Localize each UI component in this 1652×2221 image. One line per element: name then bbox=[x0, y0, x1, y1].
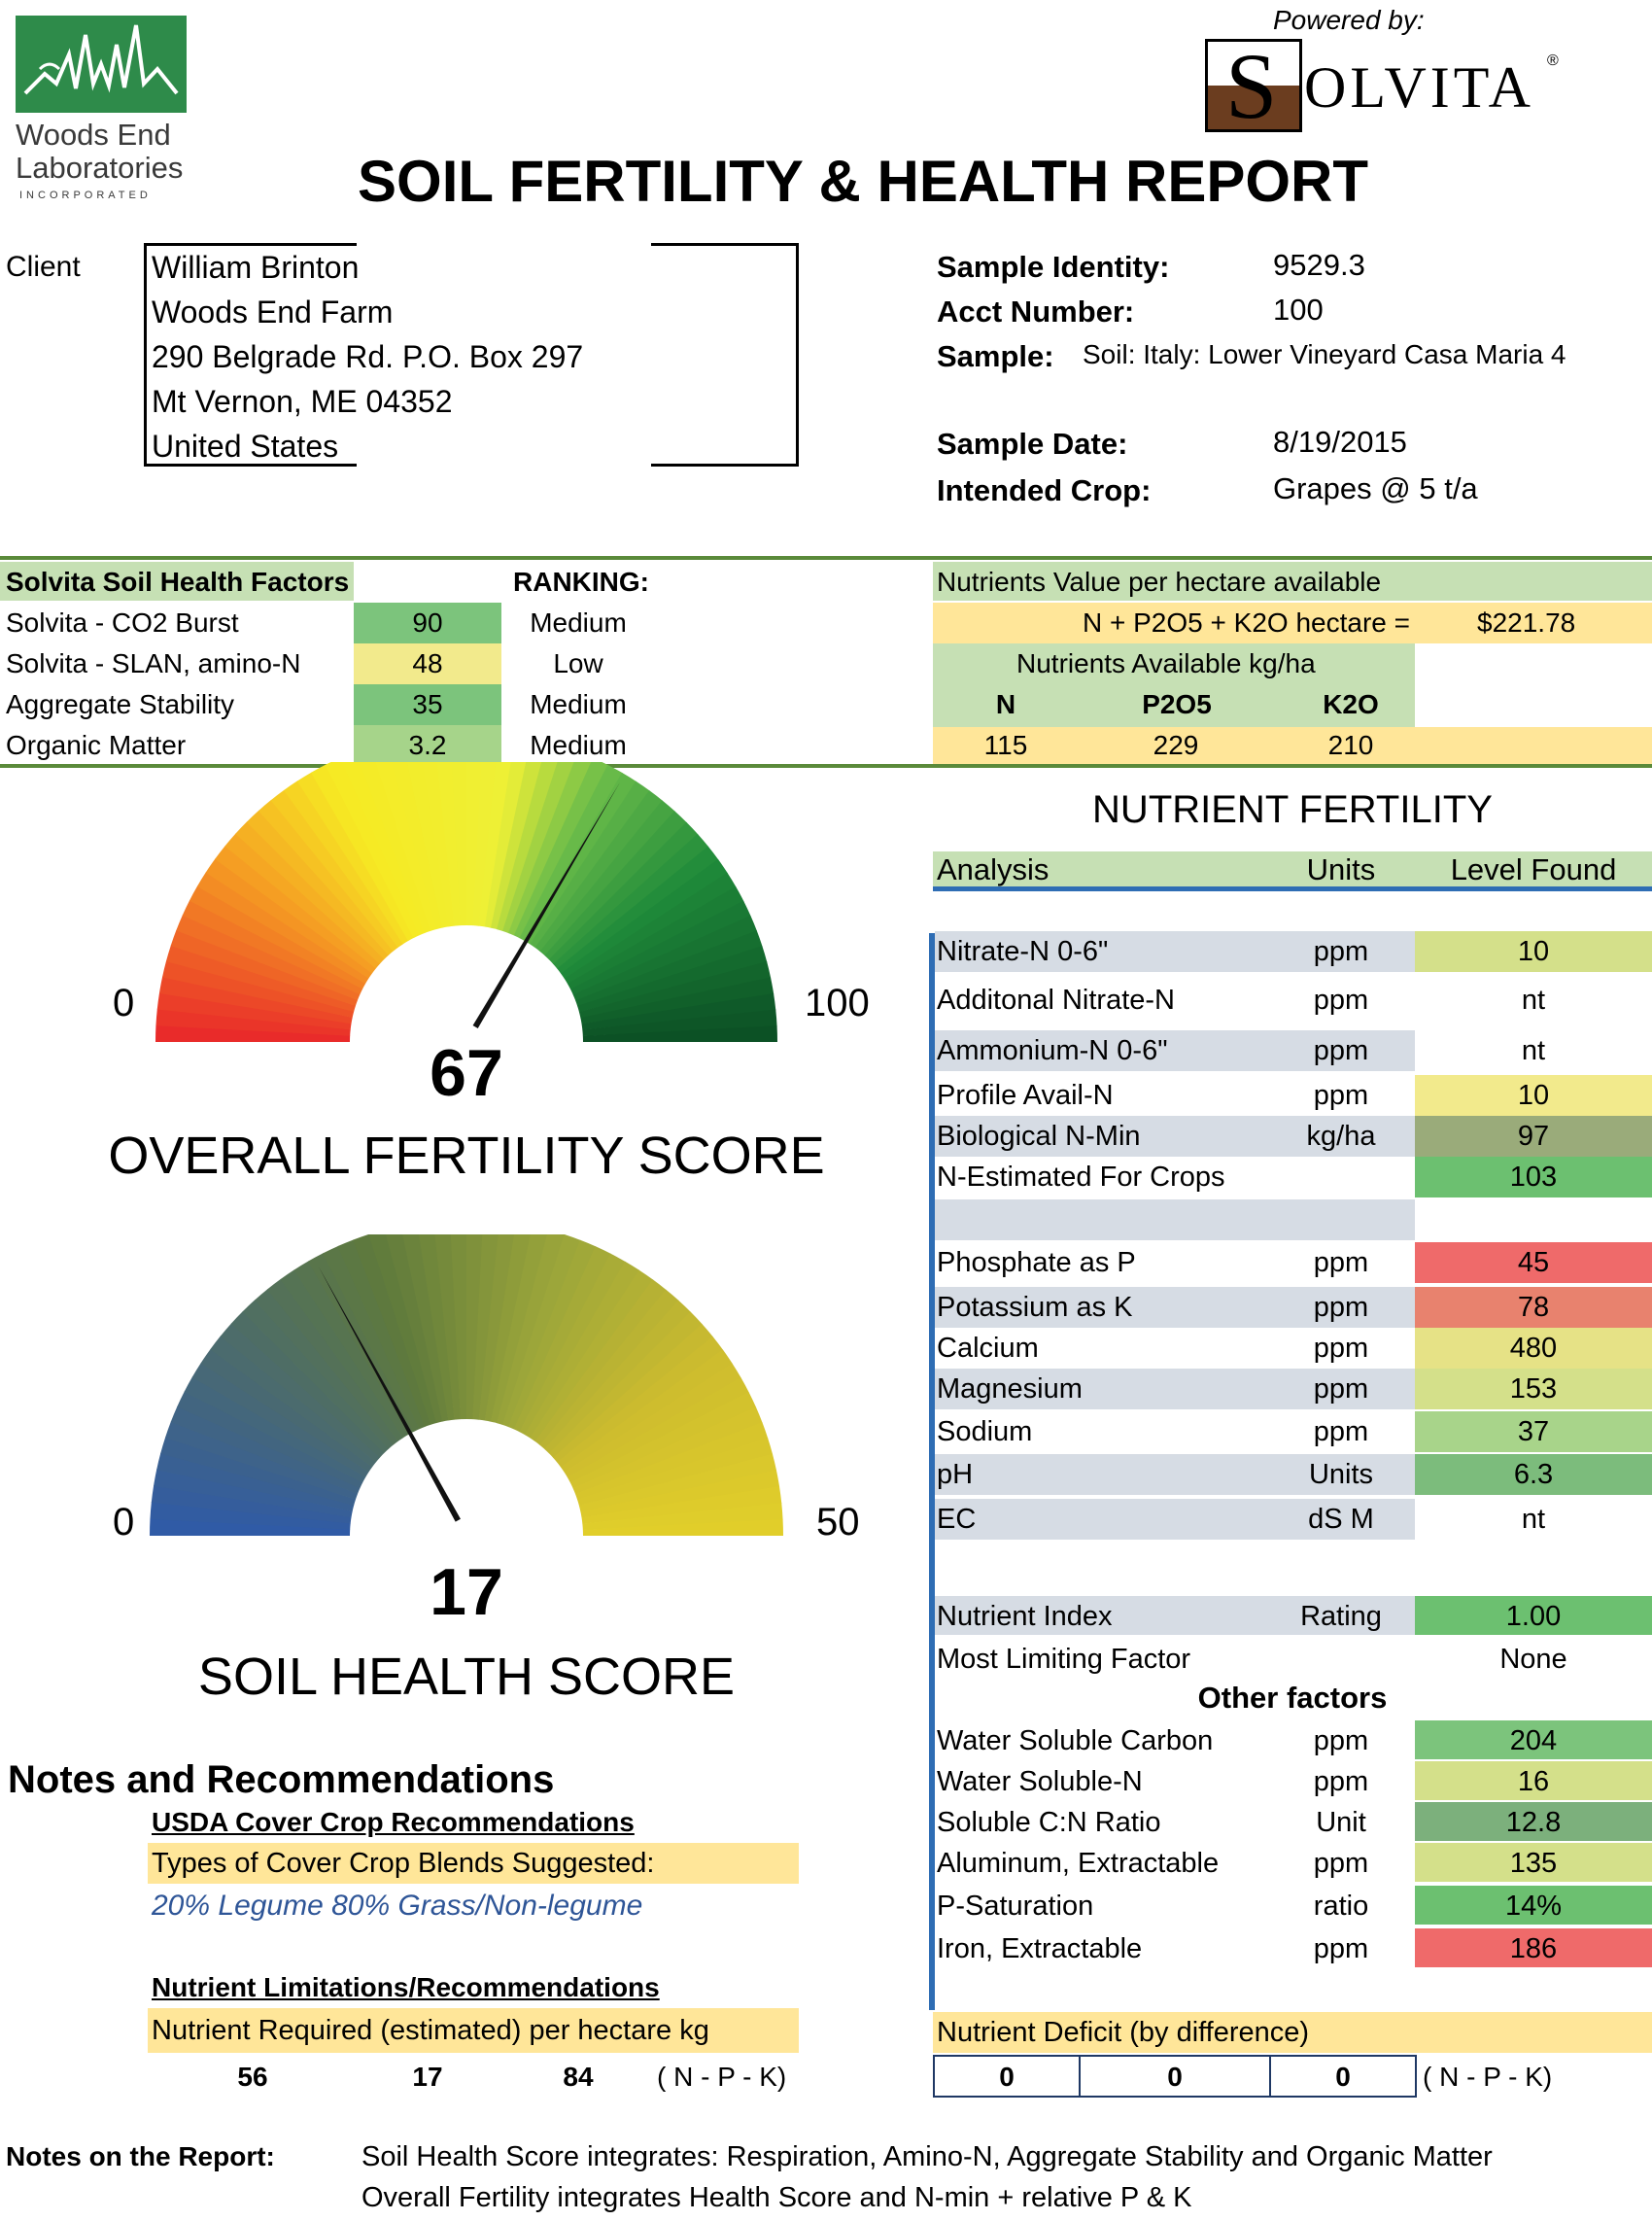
client-line: 290 Belgrade Rd. P.O. Box 297 bbox=[152, 339, 584, 374]
fertility-analysis: Phosphate as P bbox=[937, 1247, 1136, 1278]
band-top-rule bbox=[0, 556, 1652, 560]
fertility-level: nt bbox=[1521, 985, 1546, 1016]
woods-end-logo-mark bbox=[16, 16, 187, 113]
health-factor-ranking: Medium bbox=[530, 730, 627, 760]
health-factor-name: Solvita - SLAN, amino-N bbox=[6, 648, 301, 678]
fertility-level: 37 bbox=[1517, 1416, 1550, 1447]
fertility-score-title: OVERALL FERTILITY SCORE bbox=[108, 1127, 825, 1185]
fertility-analysis: Sodium bbox=[937, 1416, 1033, 1447]
client-line: United States bbox=[152, 429, 339, 464]
health-gauge-min: 0 bbox=[113, 1501, 135, 1544]
fertility-level: 10 bbox=[1517, 936, 1550, 967]
client-line: Woods End Farm bbox=[152, 295, 394, 330]
sample-identity-label: Sample Identity: bbox=[937, 250, 1170, 284]
powered-by-label: Powered by: bbox=[1273, 5, 1425, 35]
fertility-analysis: Water Soluble Carbon bbox=[937, 1725, 1214, 1756]
deficit-value-k: 0 bbox=[1335, 2062, 1351, 2092]
woods-end-line2: Laboratories bbox=[16, 151, 184, 185]
fertility-units: ppm bbox=[1313, 1416, 1369, 1447]
health-factor-value: 90 bbox=[412, 607, 443, 638]
health-score-title: SOIL HEALTH SCORE bbox=[197, 1648, 736, 1706]
required-n: 56 bbox=[237, 2062, 268, 2092]
fertility-analysis: Water Soluble-N bbox=[937, 1766, 1143, 1797]
fertility-units: ppm bbox=[1313, 1848, 1369, 1879]
solvita-logo-box bbox=[1205, 34, 1302, 138]
health-factor-value: 35 bbox=[412, 689, 443, 719]
report-notes-line1: Soil Health Score integrates: Respiration, Amino-N, Aggregate Stability and Organic Matter bbox=[361, 2141, 1493, 2172]
fertility-header-level: Level Found bbox=[1450, 852, 1617, 886]
client-label: Client bbox=[6, 251, 81, 283]
fertility-analysis: Additonal Nitrate-N bbox=[937, 985, 1175, 1016]
deficit-label: Nutrient Deficit (by difference) bbox=[937, 2017, 1310, 2048]
health-gauge-max: 50 bbox=[816, 1501, 860, 1544]
deficit-value-p: 0 bbox=[1167, 2062, 1183, 2092]
fertility-level: 6.3 bbox=[1513, 1459, 1554, 1490]
cover-crop-value: 20% Legume 80% Grass/Non-legume bbox=[152, 1890, 643, 1922]
nutrient-value-n: 115 bbox=[983, 730, 1028, 760]
fertility-analysis: Magnesium bbox=[937, 1373, 1083, 1405]
fertility-units: ppm bbox=[1313, 1035, 1369, 1066]
fertility-analysis: N-Estimated For Crops bbox=[937, 1162, 1225, 1193]
fertility-analysis: Ammonium-N 0-6" bbox=[937, 1035, 1168, 1066]
fertility-analysis: pH bbox=[937, 1459, 974, 1490]
fertility-header-analysis: Analysis bbox=[937, 852, 1050, 886]
fertility-analysis: Soluble C:N Ratio bbox=[937, 1807, 1161, 1838]
fertility-units: kg/ha bbox=[1306, 1121, 1376, 1152]
intended-crop-label: Intended Crop: bbox=[937, 473, 1152, 507]
acct-number-value: 100 bbox=[1273, 293, 1324, 327]
fertility-row-bg bbox=[935, 1199, 1415, 1240]
fertility-level: 1.00 bbox=[1505, 1601, 1562, 1632]
nutrient-value-p2o5: 229 bbox=[1153, 730, 1199, 760]
fertility-units: ppm bbox=[1313, 936, 1369, 967]
other-factors-title: Other factors bbox=[1197, 1681, 1388, 1715]
fertility-level: nt bbox=[1521, 1504, 1546, 1535]
health-factors-header: Solvita Soil Health Factors bbox=[6, 567, 350, 597]
solvita-logo-mark: ® bbox=[1547, 52, 1559, 69]
deficit-suffix: ( N - P - K) bbox=[1423, 2062, 1553, 2092]
fertility-level: 12.8 bbox=[1505, 1807, 1562, 1838]
ranking-header: RANKING: bbox=[513, 567, 649, 597]
acct-number-label: Acct Number: bbox=[937, 295, 1135, 329]
woods-end-line1: Woods End bbox=[16, 118, 171, 152]
health-factor-name: Aggregate Stability bbox=[6, 689, 235, 719]
fertility-gauge-max: 100 bbox=[805, 982, 870, 1024]
fertility-analysis: Calcium bbox=[937, 1333, 1039, 1364]
nutrient-sum-label: N + P2O5 + K2O hectare = bbox=[1083, 607, 1410, 638]
woods-end-line3: INCORPORATED bbox=[19, 190, 152, 201]
fertility-units: ppm bbox=[1313, 1373, 1369, 1405]
fertility-analysis: Potassium as K bbox=[937, 1292, 1133, 1323]
health-score: 17 bbox=[430, 1555, 503, 1629]
fertility-level: 480 bbox=[1509, 1333, 1558, 1364]
fertility-units: ppm bbox=[1313, 1766, 1369, 1797]
fertility-units: ppm bbox=[1313, 1933, 1369, 1964]
fertility-units: ppm bbox=[1313, 985, 1369, 1016]
fertility-level: 78 bbox=[1517, 1292, 1550, 1323]
health-factor-ranking: Medium bbox=[530, 689, 627, 719]
required-suffix: ( N - P - K) bbox=[657, 2062, 787, 2092]
fertility-level: 186 bbox=[1509, 1933, 1558, 1964]
fertility-analysis: Nutrient Index bbox=[937, 1601, 1113, 1632]
client-line: William Brinton bbox=[152, 250, 360, 285]
fertility-analysis: Nitrate-N 0-6" bbox=[937, 936, 1109, 967]
notes-title: Notes and Recommendations bbox=[8, 1758, 555, 1801]
limitations-label: Nutrient Required (estimated) per hectare kg bbox=[152, 2015, 709, 2046]
required-p: 17 bbox=[412, 2062, 443, 2092]
fertility-units: ppm bbox=[1313, 1333, 1369, 1364]
fertility-analysis: Profile Avail-N bbox=[937, 1080, 1114, 1111]
fertility-analysis: Biological N-Min bbox=[937, 1121, 1141, 1152]
fertility-units: Rating bbox=[1300, 1601, 1382, 1632]
nutrient-avail-label: Nutrients Available kg/ha bbox=[1016, 648, 1316, 678]
deficit-value-n: 0 bbox=[999, 2062, 1015, 2092]
fertility-gauge-min: 0 bbox=[113, 982, 135, 1024]
fertility-units: ppm bbox=[1313, 1725, 1369, 1756]
intended-crop-value: Grapes @ 5 t/a bbox=[1273, 471, 1478, 505]
fertility-units: ppm bbox=[1313, 1080, 1369, 1111]
health-factor-ranking: Medium bbox=[530, 607, 627, 638]
nutrient-sum-value: $221.78 bbox=[1477, 607, 1576, 638]
sample-date-value: 8/19/2015 bbox=[1273, 425, 1407, 459]
sample-date-label: Sample Date: bbox=[937, 427, 1128, 461]
required-k: 84 bbox=[563, 2062, 594, 2092]
fertility-level: 10 bbox=[1517, 1080, 1550, 1111]
fertility-level: 135 bbox=[1509, 1848, 1558, 1879]
health-factor-name: Solvita - CO2 Burst bbox=[6, 607, 239, 638]
solvita-logo bbox=[1205, 34, 1574, 138]
fertility-units: Unit bbox=[1316, 1807, 1366, 1838]
solvita-logo-text: OLVITA bbox=[1304, 55, 1534, 120]
health-factor-name: Organic Matter bbox=[6, 730, 187, 760]
fertility-level-cell bbox=[1415, 1199, 1652, 1240]
fertility-level: 103 bbox=[1509, 1162, 1558, 1193]
fertility-level: nt bbox=[1521, 1035, 1546, 1066]
fertility-level: 97 bbox=[1517, 1121, 1550, 1152]
fertility-analysis: P-Saturation bbox=[937, 1891, 1094, 1922]
nutrient-col-k2o: K2O bbox=[1323, 689, 1379, 719]
fertility-score: 67 bbox=[430, 1036, 503, 1110]
fertility-header-units: Units bbox=[1306, 852, 1376, 886]
cover-crop-label: Types of Cover Crop Blends Suggested: bbox=[152, 1848, 655, 1879]
client-line: Mt Vernon, ME 04352 bbox=[152, 384, 453, 419]
fertility-level: 14% bbox=[1504, 1891, 1563, 1922]
fertility-analysis: EC bbox=[937, 1504, 977, 1535]
health-factor-value: 48 bbox=[412, 648, 443, 678]
fertility-level: 45 bbox=[1517, 1247, 1550, 1278]
cover-crop-title: USDA Cover Crop Recommendations bbox=[152, 1807, 635, 1837]
health-gauge bbox=[146, 1234, 807, 1565]
fertility-analysis: Most Limiting Factor bbox=[937, 1644, 1191, 1675]
report-notes-line2: Overall Fertility integrates Health Score and N-min + relative P & K bbox=[361, 2182, 1192, 2213]
report-title: SOIL FERTILITY & HEALTH REPORT bbox=[358, 149, 1369, 214]
solvita-logo-letter: S bbox=[1225, 34, 1278, 138]
nutrient-fertility-title: NUTRIENT FERTILITY bbox=[1092, 788, 1493, 831]
fertility-analysis: Iron, Extractable bbox=[937, 1933, 1143, 1964]
fertility-units: dS M bbox=[1308, 1504, 1374, 1535]
fertility-gauge bbox=[146, 762, 787, 1054]
nutrient-col-p2o5: P2O5 bbox=[1142, 689, 1212, 719]
nutrient-value-header: Nutrients Value per hectare available bbox=[937, 567, 1382, 597]
report-notes-label: Notes on the Report: bbox=[6, 2141, 275, 2171]
fertility-units: ratio bbox=[1313, 1891, 1369, 1922]
client-bracket-right bbox=[651, 243, 799, 467]
fertility-units: ppm bbox=[1313, 1247, 1369, 1278]
fertility-level: 204 bbox=[1509, 1725, 1558, 1756]
nutrient-col-n: N bbox=[995, 689, 1016, 719]
fertility-level: 153 bbox=[1509, 1373, 1558, 1405]
sample-label: Sample: bbox=[937, 339, 1054, 373]
fertility-level: None bbox=[1499, 1644, 1567, 1675]
nutrient-value-k2o: 210 bbox=[1327, 730, 1374, 760]
health-factor-value: 3.2 bbox=[408, 730, 447, 760]
fertility-units: ppm bbox=[1313, 1292, 1369, 1323]
limitations-title: Nutrient Limitations/Recommendations bbox=[152, 1972, 660, 2002]
fertility-level: 16 bbox=[1517, 1766, 1550, 1797]
fertility-analysis: Aluminum, Extractable bbox=[937, 1848, 1220, 1879]
woods-end-logo bbox=[16, 16, 190, 210]
sample-value: Soil: Italy: Lower Vineyard Casa Maria 4 bbox=[1083, 339, 1566, 369]
fertility-units: Units bbox=[1308, 1459, 1374, 1490]
sample-identity-value: 9529.3 bbox=[1273, 248, 1365, 282]
health-factor-ranking: Low bbox=[553, 648, 603, 678]
